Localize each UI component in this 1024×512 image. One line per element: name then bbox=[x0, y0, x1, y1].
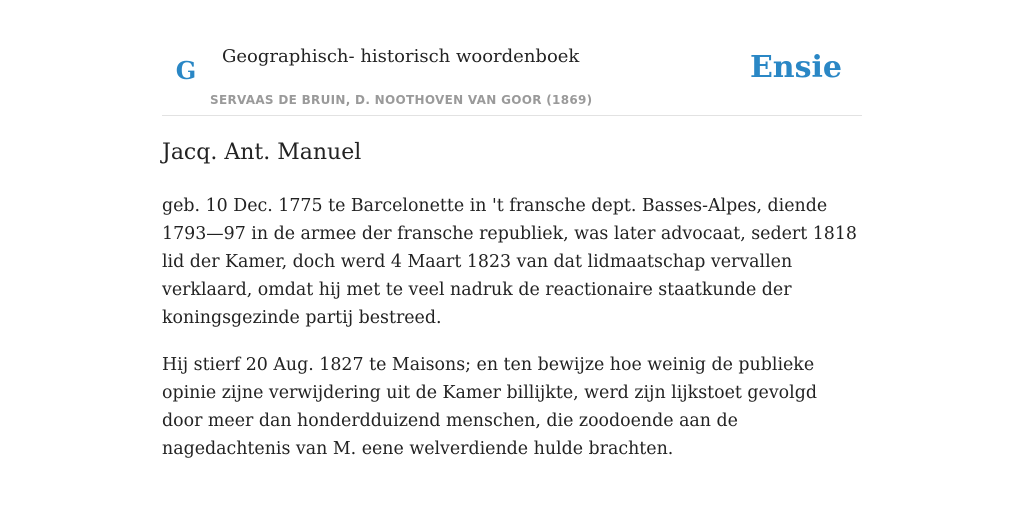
entry-title: Jacq. Ant. Manuel bbox=[162, 140, 362, 165]
entry-paragraph: Hij stierf 20 Aug. 1827 te Maisons; en ten bewijze hoe weinig de publieke opinie zijne verwijdering uit de Kamer billijkte, werd zijn lijkstoet gevolgd door meer dan honderdduizend menschen, die zoodoende aan de nagedachtenis van M. eene welverdiende hulde brachten. bbox=[162, 355, 817, 459]
book-header bbox=[162, 40, 862, 116]
book-title-link[interactable]: Geographisch- historisch woordenboek bbox=[222, 46, 580, 67]
entry-body bbox=[162, 192, 862, 482]
book-authors: SERVAAS DE BRUIN, D. NOOTHOVEN VAN GOOR (1869) bbox=[210, 93, 593, 107]
book-letter-icon[interactable]: G bbox=[175, 56, 197, 85]
ensie-logo-link[interactable]: Ensie bbox=[749, 50, 842, 85]
entry-paragraph: geb. 10 Dec. 1775 te Barcelonette in 't fransche dept. Basses-Alpes, diende 1793—97 in de armee der fransche republiek, was later advocaat, sedert 1818 lid der Kamer, doch werd 4 Maart 1823 van dat lidmaatschap vervallen verklaard, omdat hij met te veel nadruk de reactionaire staatkunde der koningsgezinde partij bestreed. bbox=[162, 196, 857, 328]
